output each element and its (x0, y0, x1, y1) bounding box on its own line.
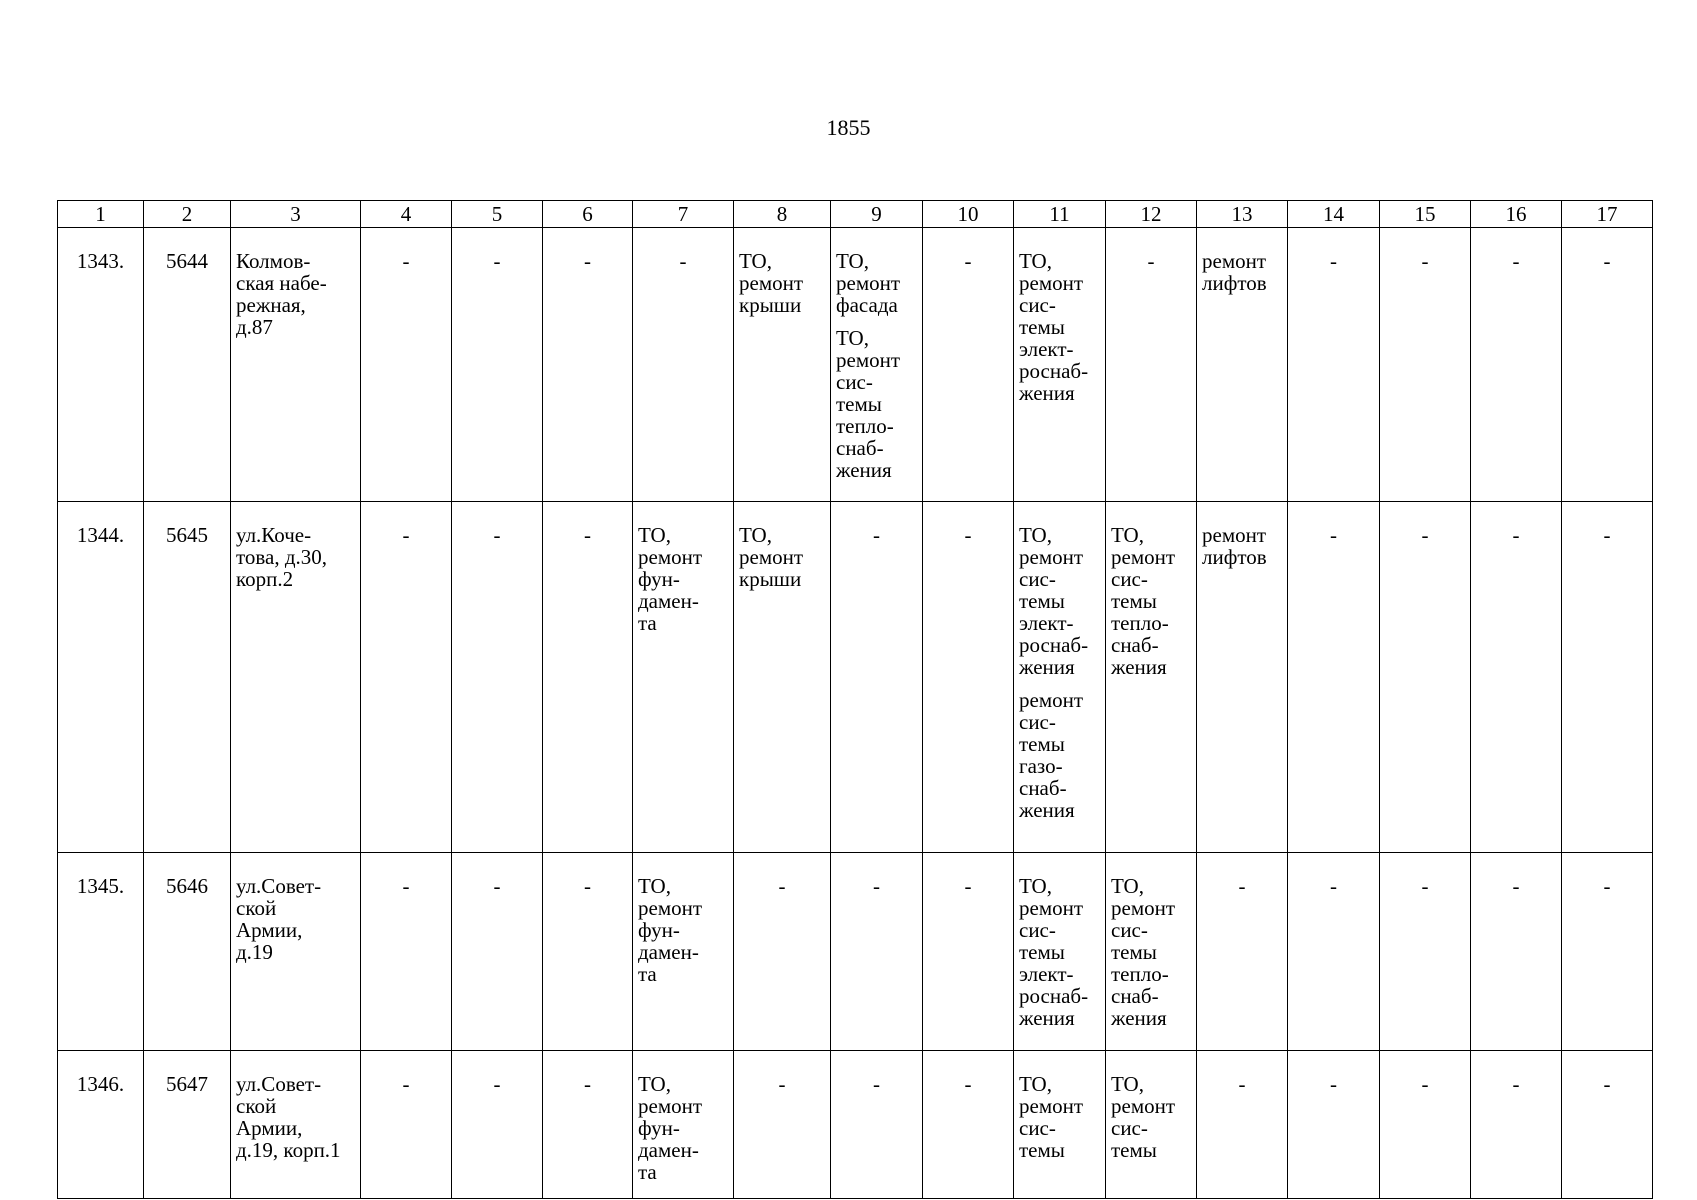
table-cell: - (1288, 228, 1380, 502)
address-cell (231, 502, 361, 853)
table-cell (1014, 853, 1106, 1051)
table-cell: - (1562, 1051, 1653, 1199)
table-cell: - (543, 1051, 633, 1199)
row-number: 1343. (58, 228, 144, 502)
table-cell (1197, 502, 1288, 853)
work-entry: ремонт сис- темы газо- снаб- жения (1019, 688, 1084, 822)
table-cell: - (1380, 853, 1471, 1051)
table-cell: - (831, 502, 923, 853)
address-text: ул.Совет- ской Армии, д.19, корп.1 (236, 1072, 341, 1162)
address-text: Колмов- ская набе- режная, д.87 (236, 249, 327, 339)
table-cell: - (361, 502, 452, 853)
table-cell: - (1471, 1051, 1562, 1199)
work-entry: ТО, ремонт фасада (836, 249, 901, 317)
header-row (58, 201, 1653, 228)
table-cell: - (734, 1051, 831, 1199)
table-cell: - (633, 228, 734, 502)
table-cell: - (1288, 1051, 1380, 1199)
table-cell: - (1471, 853, 1562, 1051)
object-code: 5645 (144, 502, 231, 853)
object-code: 5646 (144, 853, 231, 1051)
work-entry: ТО, ремонт сис- темы (1111, 1072, 1176, 1162)
column-header: 5 (452, 201, 543, 228)
column-header: 3 (231, 201, 361, 228)
table-cell (1106, 1051, 1197, 1199)
table-row (58, 853, 1653, 1051)
table-row (58, 502, 1653, 853)
work-entry: ТО, ремонт фун- дамен- та (638, 1072, 703, 1184)
table-cell (633, 853, 734, 1051)
page-number: 1855 (826, 115, 871, 140)
table-cell: - (923, 853, 1014, 1051)
table-cell: - (361, 1051, 452, 1199)
work-entry: ТО, ремонт сис- темы тепло- снаб- жения (836, 326, 901, 482)
column-header: 1 (58, 201, 144, 228)
table-cell: - (1471, 228, 1562, 502)
table-cell: - (452, 853, 543, 1051)
table-cell (734, 502, 831, 853)
address-cell (231, 853, 361, 1051)
table-cell: - (1288, 502, 1380, 853)
object-code: 5647 (144, 1051, 231, 1199)
table-cell: - (543, 853, 633, 1051)
column-header: 2 (144, 201, 231, 228)
table-cell: - (1562, 853, 1653, 1051)
table-cell (1106, 853, 1197, 1051)
repair-schedule-table (57, 200, 1653, 1199)
table-cell: - (1380, 228, 1471, 502)
table-cell: - (1106, 228, 1197, 502)
row-number: 1346. (58, 1051, 144, 1199)
table-cell (831, 228, 923, 502)
column-header: 6 (543, 201, 633, 228)
column-header: 11 (1014, 201, 1106, 228)
table-cell: - (361, 853, 452, 1051)
table-cell (633, 1051, 734, 1199)
table-cell (633, 502, 734, 853)
table-cell: - (1380, 1051, 1471, 1199)
table-cell (1014, 502, 1106, 853)
table-cell: - (1197, 1051, 1288, 1199)
table-cell: - (734, 853, 831, 1051)
table-cell (1014, 228, 1106, 502)
work-entry: ТО, ремонт сис- темы тепло- снаб- жения (1111, 523, 1176, 679)
address-text: ул.Коче- това, д.30, корп.2 (236, 523, 328, 591)
work-entry: ремонт лифтов (1202, 523, 1267, 569)
table-cell: - (543, 228, 633, 502)
table-row (58, 228, 1653, 502)
row-number: 1344. (58, 502, 144, 853)
table-cell: - (923, 502, 1014, 853)
address-cell (231, 1051, 361, 1199)
table-cell: - (452, 502, 543, 853)
work-entry: ТО, ремонт фун- дамен- та (638, 523, 703, 635)
table-cell (1197, 228, 1288, 502)
column-header: 17 (1562, 201, 1653, 228)
table-cell: - (1562, 502, 1653, 853)
table-cell: - (1380, 502, 1471, 853)
table-cell: - (831, 853, 923, 1051)
table-cell: - (361, 228, 452, 502)
table-cell: - (831, 1051, 923, 1199)
column-header: 13 (1197, 201, 1288, 228)
column-header: 8 (734, 201, 831, 228)
work-entry: ТО, ремонт сис- темы элект- роснаб- жения (1019, 523, 1089, 679)
table-cell: - (1562, 228, 1653, 502)
object-code: 5644 (144, 228, 231, 502)
work-entry: ТО, ремонт сис- темы элект- роснаб- жения (1019, 874, 1089, 1030)
table-row (58, 1051, 1653, 1199)
table-cell: - (923, 228, 1014, 502)
table-cell: - (923, 1051, 1014, 1199)
row-number: 1345. (58, 853, 144, 1051)
work-entry: ТО, ремонт фун- дамен- та (638, 874, 703, 986)
table-cell: - (1471, 502, 1562, 853)
column-header: 16 (1471, 201, 1562, 228)
work-entry: ТО, ремонт крыши (739, 249, 804, 317)
address-text: ул.Совет- ской Армии, д.19 (236, 874, 322, 964)
address-cell (231, 228, 361, 502)
column-header: 12 (1106, 201, 1197, 228)
table-cell: - (452, 228, 543, 502)
table-cell: - (1288, 853, 1380, 1051)
work-entry: ремонт лифтов (1202, 249, 1267, 295)
column-header: 14 (1288, 201, 1380, 228)
work-entry: ТО, ремонт крыши (739, 523, 804, 591)
column-header: 4 (361, 201, 452, 228)
table-cell: - (452, 1051, 543, 1199)
work-entry: ТО, ремонт сис- темы элект- роснаб- жения (1019, 249, 1089, 405)
table-cell (734, 228, 831, 502)
table-cell: - (1197, 853, 1288, 1051)
column-header: 9 (831, 201, 923, 228)
column-header: 10 (923, 201, 1014, 228)
column-header: 15 (1380, 201, 1471, 228)
table-cell (1106, 502, 1197, 853)
work-entry: ТО, ремонт сис- темы тепло- снаб- жения (1111, 874, 1176, 1030)
table-cell: - (543, 502, 633, 853)
table-cell (1014, 1051, 1106, 1199)
work-entry: ТО, ремонт сис- темы (1019, 1072, 1084, 1162)
column-header: 7 (633, 201, 734, 228)
